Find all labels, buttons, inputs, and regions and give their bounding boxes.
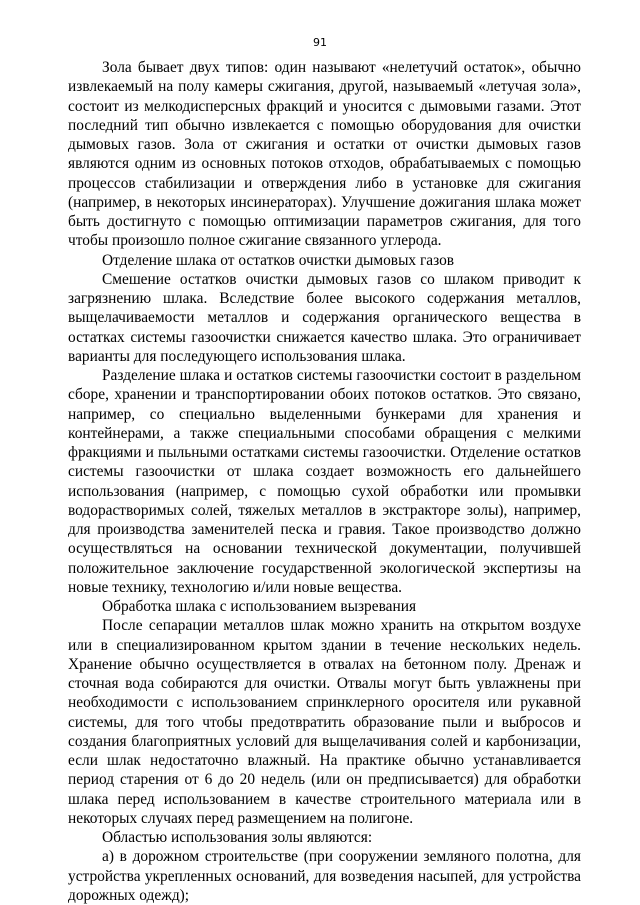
heading-slag-separation: Отделение шлака от остатков очистки дымовых газов: [102, 251, 455, 269]
page-number: 91: [313, 36, 327, 49]
paragraph-separate-collection: Разделение шлака и остатков системы газоочистки состоит в раздельном сборе, хранении и транспортировании обоих потоков остатков. Это связано, например, со специально выделенными бункерами для хранения и контейнерами, а также специальными способами обращения с мелкими фракциями и пыльными остатками системы газоочистки. Отделение остатков системы газоочистки от шлака создает возможность его дальнейшего использования (например, с помощью сухой обработки или промывки водорастворимых солей, тяжелых металлов в экстракторе золы), например, для производства заменителей песка и гравия. Такое производство должно осуществляться на основании технической документации, получившей положительное заключение государственной экологической экспертизы на новые технику, технологию и/или новые вещества.: [68, 367, 581, 596]
body-text: [68, 58, 581, 905]
paragraph-slag-storage: После сепарации металлов шлак можно хранить на открытом воздухе или в специализированном крытом здании в течение нескольких недель. Хранение обычно осуществляется в отвалах на бетонном полу. Дренаж и сточная вода собираются для очистки. Отвалы могут быть увлажнены при необходимости с использованием спринклерного оросителя или рукавной системы, для того чтобы предотвратить образование пыли и выбросов и создания благоприятных условий для выщелачивания солей и карбонизации, если шлак недостаточно влажный. На практике обычно устанавливается период старения от 6 до 20 недель (или он предписывается) для обработки шлака перед использованием в качестве строительного материала или в некоторых случаях перед размещением на полигоне.: [68, 617, 581, 827]
paragraph-ash-types: Зола бывает двух типов: один называют «нелетучий остаток», обычно извлекаемый на полу камеры сжигания, другой, называемый «летучая зола», состоит из мелкодисперсных фракций и уносится с дымовыми газами. Этот последний тип обычно извлекается с помощью оборудования для очистки дымовых газов. Зола от сжигания и остатки от очистки дымовых газов являются одним из основных потоков отходов, обрабатываемых с помощью процессов стабилизации и отверждения либо в установке для сжигания (например, в некоторых инсинераторах). Улучшение дожигания шлака может быть достигнуто с помощью оптимизации параметров сжигания, для того чтобы произошло полное сжигание связанного углерода.: [68, 59, 581, 250]
list-item-road-construction: а) в дорожном строительстве (при сооружении земляного полотна, для устройства укрепленных оснований, для возведения насыпей, для устройства дорожных одежд);: [68, 848, 581, 904]
paragraph-slag-contamination: Смешение остатков очистки дымовых газов со шлаком приводит к загрязнению шлака. Вследствие более высокого содержания металлов, выщелачиваемости металлов и содержания органического вещества в остатках системы газоочистки снижается качество шлака. Это ограничивает варианты для последующего использования шлака.: [68, 270, 581, 365]
heading-slag-aging: Обработка шлака с использованием вызревания: [102, 598, 417, 615]
paragraph-ash-usage-intro: Областью использования золы являются:: [102, 829, 373, 846]
